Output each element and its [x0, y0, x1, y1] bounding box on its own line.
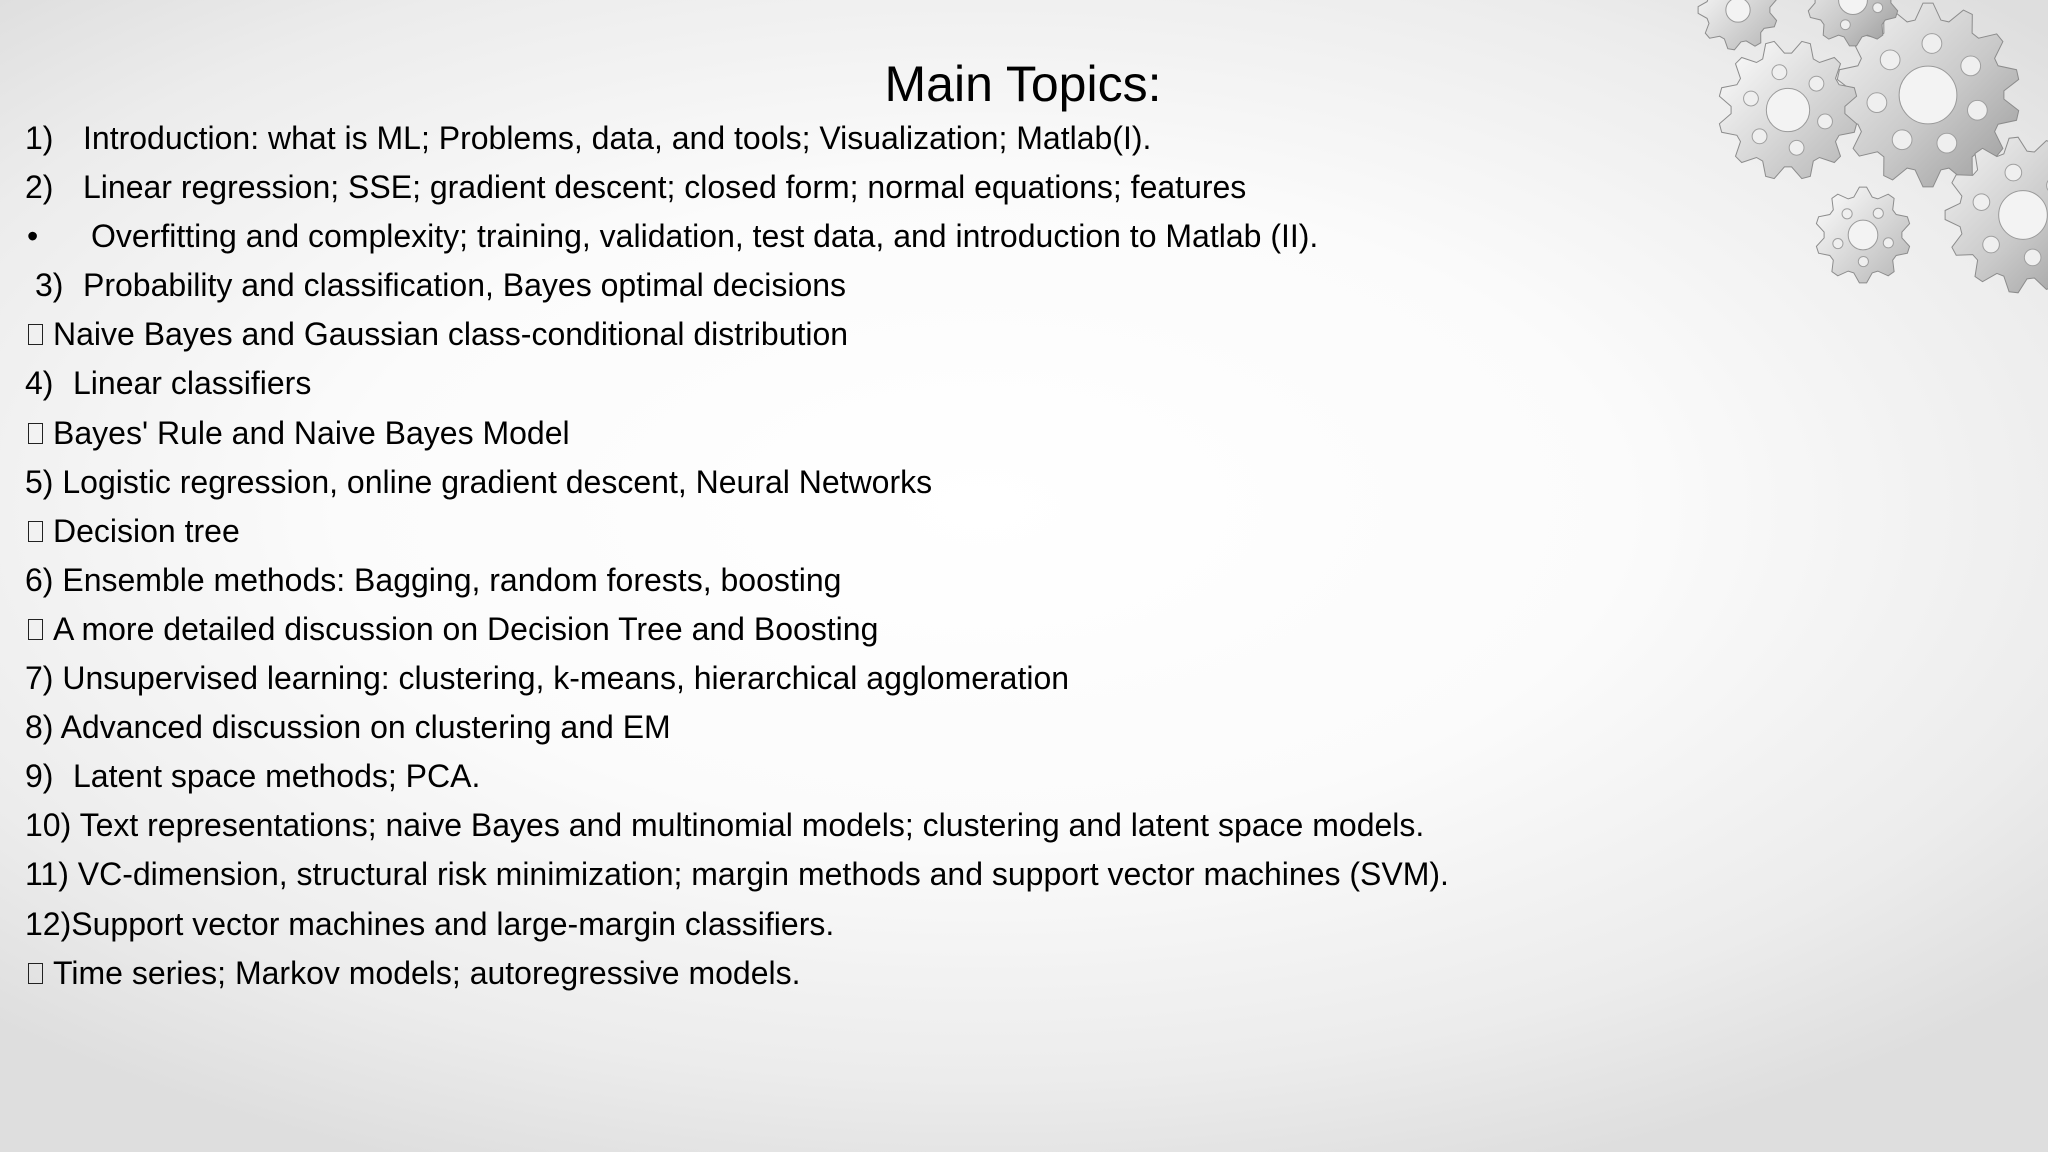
topic-item [25, 409, 1585, 458]
missing-glyph-box-icon [28, 423, 43, 444]
gear-icon [1816, 187, 1909, 283]
topic-text: 11) VC-dimension, structural risk minimization; margin methods and support vector machines (SVM). [25, 856, 1449, 893]
topic-text: Bayes' Rule and Naive Bayes Model [53, 414, 570, 451]
topic-text: Latent space methods; PCA. [73, 758, 481, 795]
topic-item [25, 458, 1585, 507]
topic-item [25, 359, 1585, 408]
topic-item [25, 801, 1585, 850]
topic-text: Naive Bayes and Gaussian class-conditional distribution [53, 316, 849, 353]
slide-title [0, 54, 2048, 114]
topic-text: Time series; Markov models; autoregressive models. [53, 954, 801, 991]
topic-item [25, 212, 1585, 261]
missing-glyph-box-icon [28, 619, 43, 640]
topic-item [25, 507, 1585, 556]
topic-text: Linear regression; SSE; gradient descent; closed form; normal equations; features [83, 169, 1247, 206]
topics-list [25, 114, 1585, 998]
topic-text: Introduction: what is ML; Problems, data, and tools; Visualization; Matlab(I). [83, 120, 1152, 156]
missing-glyph-box-icon [28, 963, 43, 984]
topic-item [25, 605, 1585, 654]
topic-item [25, 556, 1585, 605]
topic-item [25, 752, 1585, 801]
topic-text: 12)Support vector machines and large-margin classifiers. [25, 905, 835, 942]
slide-title-text: Main Topics: [884, 56, 1162, 112]
missing-glyph-box-icon [28, 521, 43, 542]
topic-number: 3) [35, 267, 64, 304]
bullet-icon: • [27, 218, 39, 255]
topic-item [25, 949, 1585, 998]
topic-text: Decision tree [53, 512, 240, 549]
topic-item [25, 114, 1585, 163]
topic-number: 2) [25, 169, 54, 206]
topic-text: A more detailed discussion on Decision Tree and Boosting [53, 610, 879, 647]
topic-item [25, 261, 1585, 310]
topic-item [25, 654, 1585, 703]
topic-text: Probability and classification, Bayes optimal decisions [83, 267, 847, 304]
topic-item [25, 163, 1585, 212]
topic-item [25, 703, 1585, 752]
topic-item [25, 900, 1585, 949]
topic-item [25, 850, 1585, 899]
topic-text: Overfitting and complexity; training, validation, test data, and introduction to Matlab (II). [91, 218, 1319, 255]
missing-glyph-box-icon [28, 324, 43, 345]
topic-text: 8) Advanced discussion on clustering and EM [25, 709, 671, 746]
topic-number: 9) [25, 758, 54, 795]
topic-text: 5) Logistic regression, online gradient descent, Neural Networks [25, 463, 933, 500]
gears-illustration [1678, 0, 2048, 300]
topic-number: 4) [25, 365, 54, 402]
topic-text: 7) Unsupervised learning: clustering, k-means, hierarchical agglomeration [25, 660, 1070, 697]
topic-text: 6) Ensemble methods: Bagging, random forests, boosting [25, 561, 842, 598]
gears-icon [1678, 0, 2048, 300]
gear-icon [1698, 0, 1777, 50]
topic-text: 10) Text representations; naive Bayes and multinomial models; clustering and latent space models. [25, 807, 1425, 844]
topic-number: 1) [25, 120, 54, 156]
topic-text: Linear classifiers [73, 365, 312, 402]
topic-item [25, 310, 1585, 359]
